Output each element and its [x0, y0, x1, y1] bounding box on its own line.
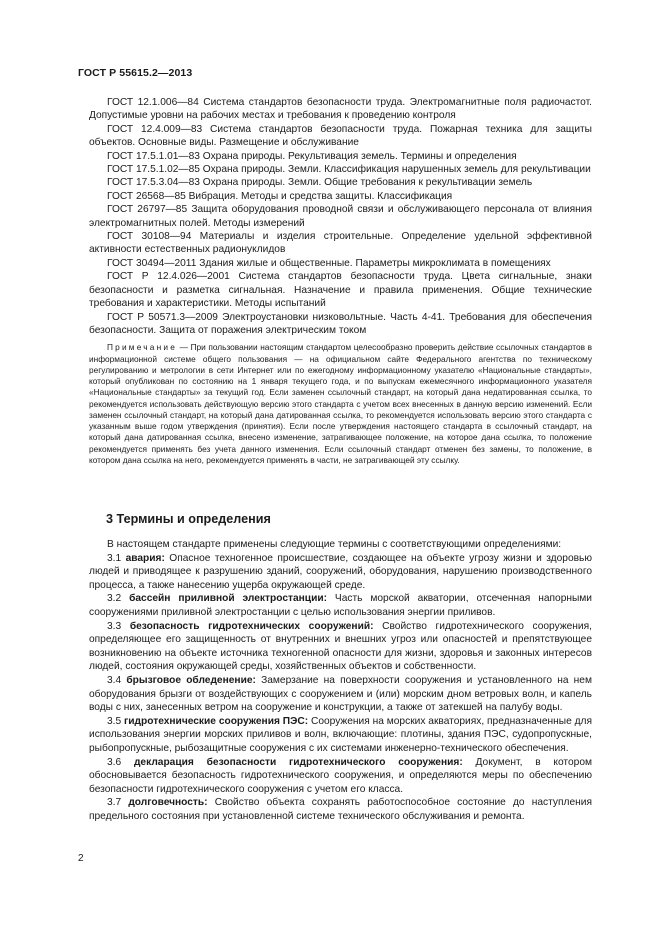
term-name: безопасность гидротехнических сооружений: — [129, 620, 374, 632]
reference-item: ГОСТ 12.4.009—83 Система стандартов безопасности труда. Пожарная техника для защиты объектов. Основные виды. Размещение и обслуживание — [89, 123, 592, 149]
term-number: 3.5 — [107, 715, 122, 727]
term-number: 3.3 — [107, 620, 122, 632]
reference-item: ГОСТ 30108—94 Материалы и изделия строительные. Определение удельной эффективной активности естественных радионуклидов — [89, 231, 592, 256]
note-label: Примечание — [107, 342, 178, 353]
reference-item: ГОСТ Р 50571.3—2009 Электроустановки низковольтные. Часть 4-41. Требования для обеспечения безопасности. Защита от поражения электрическим током — [89, 311, 592, 336]
term-entry — [89, 552, 592, 593]
term-definition: Опасное техногенное происшествие, создающее на объекте угрозу жизни и здоровью людей и приводящее к разрушению зданий, сооружений, оборудования, нарушению производственного процесса, а также нанесению ущерба окружающей среде. — [89, 552, 592, 591]
term-name: декларация безопасности гидротехнического сооружения: — [133, 756, 463, 768]
term-number: 3.6 — [107, 756, 122, 768]
term-entry — [89, 715, 592, 756]
reference-item: ГОСТ 26797—85 Защита оборудования проводной связи и обслуживающего персонала от влияния электромагнитных полей. Методы измерений — [89, 204, 592, 229]
doc-header: ГОСТ Р 55615.2—2013 — [78, 67, 193, 79]
terms-section — [89, 538, 592, 823]
term-number: 3.4 — [107, 674, 122, 686]
term-definition: Часть морской акватории, отсеченная напорными сооружениями приливной электростанции с целью использования энергии приливов. — [89, 593, 592, 618]
term-entry — [89, 620, 592, 674]
term-entry — [89, 796, 592, 823]
term-definition: Документ, в котором обосновывается безопасность гидротехнического сооружения, и определяются меры по обеспечению безопасности гидротехнического сооружения с учетом его класса. — [89, 756, 592, 795]
term-entry — [89, 592, 592, 619]
term-definition: Свойство гидротехнического сооружения, определяющее его защищенность от внутренних и внешних угроз или опасностей и препятствующее возникновению на объекте источника техногенной опасности для жизни, здоровья и законных интересов людей, состояния окружающей среды, хозяйственных объектов и собственности. — [89, 620, 592, 673]
section-title: 3 Термины и определения — [106, 512, 271, 526]
term-definition: Замерзание на поверхности сооружения и установленного на нем оборудования брызги от воздействующих с сооружением и (или) морским дном ветровых волн, и капель воды с них, занесенных ветром на сооружение и конструкции, а также от затекшей на палубу воды. — [89, 674, 592, 714]
reference-item: ГОСТ 17.5.3.04—83 Охрана природы. Земли. Общие требования к рекультивации земель — [107, 177, 533, 189]
term-definition: Свойство объекта сохранять работоспособное состояние до наступления предельного состояния при установленной системе технического обслуживания и ремонта. — [89, 797, 592, 822]
term-name: гидротехнические сооружения ПЭС: — [124, 715, 309, 727]
term-name: долговечность: — [128, 797, 208, 809]
reference-item: ГОСТ Р 12.4.026—2001 Система стандартов безопасности труда. Цвета сигнальные, знаки безопасности и разметка сигнальная. Назначение и правила применения. Общие технические требования и характеристики. Методы испытаний — [89, 271, 592, 310]
term-number: 3.2 — [107, 593, 122, 605]
term-definition: Сооружения на морских акваториях, предназначенные для использования энергии морских приливов и волн, включающие: плотины, здания ПЭС, судопропускные, рыбопропускные, рыбозащитные сооружения с их системами инженерно-технического обеспечения. — [89, 715, 592, 754]
term-number: 3.1 — [107, 552, 122, 564]
reference-item: ГОСТ 30494—2011 Здания жилые и общественные. Параметры микроклимата в помещениях — [107, 257, 551, 269]
reference-item: ГОСТ 12.1.006—84 Система стандартов безопасности труда. Электромагнитные поля радиочастот. Допустимые уровни на рабочих местах и требования к проведению контроля — [89, 97, 592, 122]
reference-item: ГОСТ 17.5.1.02—85 Охрана природы. Земли. Классификация нарушенных земель для рекультивации — [107, 164, 591, 176]
term-number: 3.7 — [107, 797, 122, 809]
term-entry — [89, 674, 592, 715]
term-entry — [89, 756, 592, 797]
reference-item: ГОСТ 26568—85 Вибрация. Методы и средства защиты. Классификация — [107, 190, 453, 202]
normative-references — [89, 96, 592, 474]
reference-item: ГОСТ 17.5.1.01—83 Охрана природы. Рекультивация земель. Термины и определения — [107, 150, 517, 162]
term-name: брызговое обледенение: — [126, 674, 256, 686]
term-name: авария: — [125, 552, 165, 564]
term-name: бассейн приливной электростанции: — [129, 593, 327, 605]
section-intro: В настоящем стандарте применены следующие термины с соответствующими определениями: — [107, 539, 562, 550]
note-text: — При пользовании настоящим стандартом целесообразно проверить действие ссылочных стандартов в информационной системе общего пользования — на официальном сайте Федерального агентства по техническому регулированию и метрологии в сети Интернет или по ежегодному информационному указателю «Национальные стандарты», который опубликован по состоянию на 1 января текущего года, и по выпускам ежемесячного информационного указателя «Национальные стандарты» за текущий год. Если заменен ссылочный стандарт, на который дана недатированная ссылка, то рекомендуется использовать действующую версию этого стандарта с учетом всех внесенных в данную версию изменений. Если заменен ссылочный стандарт, на который дана датированная ссылка, то рекомендуется использовать версию этого стандарта с указанным выше годом утверждения (принятия). Если после утверждения настоящего стандарта в ссылочный стандарт, на который дана датированная ссылка, внесено изменение, затрагивающее положение, на которое дана ссылка, то положение рекомендуется применять без учета данного изменения. Если ссылочный стандарт отменен без замены, то положение, в котором дана ссылка на него, рекомендуется применять в части, не затрагивающей эту ссылку. — [89, 342, 592, 465]
page-number: 2 — [78, 853, 84, 864]
note — [89, 342, 592, 466]
